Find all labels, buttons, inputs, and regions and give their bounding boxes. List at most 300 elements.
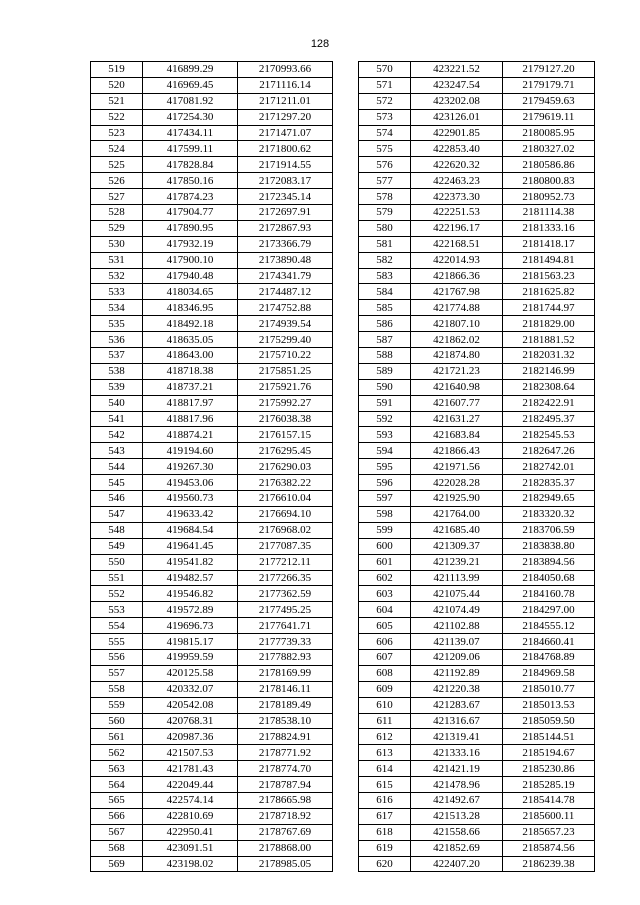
point-number-cell: 574 xyxy=(359,125,411,141)
x-coordinate-cell: 421220.38 xyxy=(411,681,503,697)
y-coordinate-cell: 2185010.77 xyxy=(503,681,595,697)
y-coordinate-cell: 2176295.45 xyxy=(238,443,333,459)
x-coordinate-cell: 418492.18 xyxy=(143,316,238,332)
point-number-cell: 558 xyxy=(91,681,143,697)
point-number-cell: 556 xyxy=(91,649,143,665)
table-row xyxy=(91,475,333,491)
point-number-cell: 561 xyxy=(91,729,143,745)
x-coordinate-cell: 421333.16 xyxy=(411,745,503,761)
y-coordinate-cell: 2170993.66 xyxy=(238,62,333,78)
point-number-cell: 529 xyxy=(91,220,143,236)
table-row xyxy=(91,538,333,554)
point-number-cell: 539 xyxy=(91,379,143,395)
y-coordinate-cell: 2178868.00 xyxy=(238,840,333,856)
table-row xyxy=(359,761,595,777)
point-number-cell: 523 xyxy=(91,125,143,141)
table-row xyxy=(91,443,333,459)
x-coordinate-cell: 418817.96 xyxy=(143,411,238,427)
y-coordinate-cell: 2177266.35 xyxy=(238,570,333,586)
point-number-cell: 542 xyxy=(91,427,143,443)
x-coordinate-cell: 419684.54 xyxy=(143,522,238,538)
x-coordinate-cell: 419572.89 xyxy=(143,602,238,618)
x-coordinate-cell: 419560.73 xyxy=(143,491,238,507)
point-number-cell: 531 xyxy=(91,252,143,268)
point-number-cell: 587 xyxy=(359,332,411,348)
y-coordinate-cell: 2181333.16 xyxy=(503,220,595,236)
point-number-cell: 572 xyxy=(359,93,411,109)
point-number-cell: 575 xyxy=(359,141,411,157)
x-coordinate-cell: 422407.20 xyxy=(411,856,503,872)
y-coordinate-cell: 2185194.67 xyxy=(503,745,595,761)
point-number-cell: 583 xyxy=(359,268,411,284)
point-number-cell: 618 xyxy=(359,824,411,840)
point-number-cell: 541 xyxy=(91,411,143,427)
y-coordinate-cell: 2174341.79 xyxy=(238,268,333,284)
point-number-cell: 560 xyxy=(91,713,143,729)
table-row xyxy=(91,268,333,284)
y-coordinate-cell: 2182545.53 xyxy=(503,427,595,443)
table-row xyxy=(91,713,333,729)
x-coordinate-cell: 421239.21 xyxy=(411,554,503,570)
y-coordinate-cell: 2171116.14 xyxy=(238,77,333,93)
x-coordinate-cell: 419482.57 xyxy=(143,570,238,586)
point-number-cell: 543 xyxy=(91,443,143,459)
x-coordinate-cell: 422810.69 xyxy=(143,808,238,824)
x-coordinate-cell: 423091.51 xyxy=(143,840,238,856)
point-number-cell: 532 xyxy=(91,268,143,284)
x-coordinate-cell: 421316.67 xyxy=(411,713,503,729)
x-coordinate-cell: 422251.53 xyxy=(411,205,503,221)
y-coordinate-cell: 2186239.38 xyxy=(503,856,595,872)
table-row xyxy=(359,220,595,236)
y-coordinate-cell: 2182835.37 xyxy=(503,475,595,491)
point-number-cell: 617 xyxy=(359,808,411,824)
table-row xyxy=(359,300,595,316)
table-row xyxy=(359,697,595,713)
x-coordinate-cell: 417434.11 xyxy=(143,125,238,141)
table-row xyxy=(91,602,333,618)
y-coordinate-cell: 2172345.14 xyxy=(238,189,333,205)
x-coordinate-cell: 417254.30 xyxy=(143,109,238,125)
point-number-cell: 534 xyxy=(91,300,143,316)
x-coordinate-cell: 421478.96 xyxy=(411,777,503,793)
point-number-cell: 578 xyxy=(359,189,411,205)
y-coordinate-cell: 2180085.95 xyxy=(503,125,595,141)
y-coordinate-cell: 2184555.12 xyxy=(503,618,595,634)
y-coordinate-cell: 2178787.94 xyxy=(238,777,333,793)
table-row xyxy=(359,586,595,602)
coordinate-table-right xyxy=(358,61,595,872)
table-row xyxy=(91,189,333,205)
x-coordinate-cell: 421874.80 xyxy=(411,348,503,364)
y-coordinate-cell: 2182949.65 xyxy=(503,491,595,507)
y-coordinate-cell: 2171211.01 xyxy=(238,93,333,109)
table-row xyxy=(91,824,333,840)
y-coordinate-cell: 2178767.69 xyxy=(238,824,333,840)
y-coordinate-cell: 2185013.53 xyxy=(503,697,595,713)
point-number-cell: 554 xyxy=(91,618,143,634)
x-coordinate-cell: 421492.67 xyxy=(411,792,503,808)
table-row xyxy=(359,713,595,729)
point-number-cell: 585 xyxy=(359,300,411,316)
point-number-cell: 576 xyxy=(359,157,411,173)
point-number-cell: 613 xyxy=(359,745,411,761)
table-row xyxy=(359,745,595,761)
x-coordinate-cell: 418635.05 xyxy=(143,332,238,348)
point-number-cell: 588 xyxy=(359,348,411,364)
table-row xyxy=(359,792,595,808)
point-number-cell: 610 xyxy=(359,697,411,713)
y-coordinate-cell: 2175299.40 xyxy=(238,332,333,348)
y-coordinate-cell: 2176694.10 xyxy=(238,506,333,522)
point-number-cell: 557 xyxy=(91,665,143,681)
x-coordinate-cell: 421925.90 xyxy=(411,491,503,507)
y-coordinate-cell: 2181829.00 xyxy=(503,316,595,332)
point-number-cell: 545 xyxy=(91,475,143,491)
table-row xyxy=(91,506,333,522)
y-coordinate-cell: 2183320.32 xyxy=(503,506,595,522)
x-coordinate-cell: 418874.21 xyxy=(143,427,238,443)
x-coordinate-cell: 422373.30 xyxy=(411,189,503,205)
x-coordinate-cell: 418737.21 xyxy=(143,379,238,395)
table-row xyxy=(91,745,333,761)
y-coordinate-cell: 2177212.11 xyxy=(238,554,333,570)
y-coordinate-cell: 2183894.56 xyxy=(503,554,595,570)
table-row xyxy=(91,363,333,379)
point-number-cell: 536 xyxy=(91,332,143,348)
x-coordinate-cell: 420987.36 xyxy=(143,729,238,745)
point-number-cell: 570 xyxy=(359,62,411,78)
y-coordinate-cell: 2185657.23 xyxy=(503,824,595,840)
point-number-cell: 566 xyxy=(91,808,143,824)
x-coordinate-cell: 419546.82 xyxy=(143,586,238,602)
y-coordinate-cell: 2177882.93 xyxy=(238,649,333,665)
x-coordinate-cell: 417932.19 xyxy=(143,236,238,252)
coordinate-table-left-body xyxy=(91,62,333,872)
table-row xyxy=(359,856,595,872)
point-number-cell: 520 xyxy=(91,77,143,93)
y-coordinate-cell: 2177739.33 xyxy=(238,634,333,650)
table-row xyxy=(359,808,595,824)
table-row xyxy=(359,475,595,491)
y-coordinate-cell: 2184050.68 xyxy=(503,570,595,586)
x-coordinate-cell: 422196.17 xyxy=(411,220,503,236)
x-coordinate-cell: 419541.82 xyxy=(143,554,238,570)
point-number-cell: 602 xyxy=(359,570,411,586)
y-coordinate-cell: 2176382.22 xyxy=(238,475,333,491)
point-number-cell: 527 xyxy=(91,189,143,205)
y-coordinate-cell: 2181114.38 xyxy=(503,205,595,221)
table-row xyxy=(91,840,333,856)
point-number-cell: 584 xyxy=(359,284,411,300)
x-coordinate-cell: 421075.44 xyxy=(411,586,503,602)
x-coordinate-cell: 420768.31 xyxy=(143,713,238,729)
point-number-cell: 608 xyxy=(359,665,411,681)
x-coordinate-cell: 421631.27 xyxy=(411,411,503,427)
point-number-cell: 571 xyxy=(359,77,411,93)
table-row xyxy=(91,93,333,109)
point-number-cell: 521 xyxy=(91,93,143,109)
table-row xyxy=(359,93,595,109)
table-row xyxy=(359,570,595,586)
table-row xyxy=(359,236,595,252)
x-coordinate-cell: 417940.48 xyxy=(143,268,238,284)
table-row xyxy=(359,443,595,459)
y-coordinate-cell: 2180586.86 xyxy=(503,157,595,173)
point-number-cell: 538 xyxy=(91,363,143,379)
x-coordinate-cell: 423202.08 xyxy=(411,93,503,109)
x-coordinate-cell: 419453.06 xyxy=(143,475,238,491)
table-row xyxy=(91,554,333,570)
x-coordinate-cell: 419633.42 xyxy=(143,506,238,522)
y-coordinate-cell: 2182495.37 xyxy=(503,411,595,427)
coordinate-table-right-body xyxy=(359,62,595,872)
table-row xyxy=(359,459,595,475)
table-row xyxy=(91,348,333,364)
y-coordinate-cell: 2181418.17 xyxy=(503,236,595,252)
y-coordinate-cell: 2178538.10 xyxy=(238,713,333,729)
y-coordinate-cell: 2171914.55 xyxy=(238,157,333,173)
y-coordinate-cell: 2183838.80 xyxy=(503,538,595,554)
point-number-cell: 564 xyxy=(91,777,143,793)
y-coordinate-cell: 2176610.04 xyxy=(238,491,333,507)
x-coordinate-cell: 420125.58 xyxy=(143,665,238,681)
y-coordinate-cell: 2180327.02 xyxy=(503,141,595,157)
y-coordinate-cell: 2177087.35 xyxy=(238,538,333,554)
table-row xyxy=(91,634,333,650)
x-coordinate-cell: 417850.16 xyxy=(143,173,238,189)
y-coordinate-cell: 2181494.81 xyxy=(503,252,595,268)
x-coordinate-cell: 421507.53 xyxy=(143,745,238,761)
table-row xyxy=(359,348,595,364)
point-number-cell: 607 xyxy=(359,649,411,665)
y-coordinate-cell: 2175921.76 xyxy=(238,379,333,395)
y-coordinate-cell: 2178169.99 xyxy=(238,665,333,681)
point-number-cell: 604 xyxy=(359,602,411,618)
table-row xyxy=(91,379,333,395)
point-number-cell: 547 xyxy=(91,506,143,522)
x-coordinate-cell: 423247.54 xyxy=(411,77,503,93)
y-coordinate-cell: 2184160.78 xyxy=(503,586,595,602)
x-coordinate-cell: 421774.88 xyxy=(411,300,503,316)
table-row xyxy=(91,729,333,745)
x-coordinate-cell: 422168.51 xyxy=(411,236,503,252)
point-number-cell: 562 xyxy=(91,745,143,761)
x-coordinate-cell: 422463.23 xyxy=(411,173,503,189)
x-coordinate-cell: 422028.28 xyxy=(411,475,503,491)
point-number-cell: 601 xyxy=(359,554,411,570)
x-coordinate-cell: 417904.77 xyxy=(143,205,238,221)
y-coordinate-cell: 2184768.89 xyxy=(503,649,595,665)
y-coordinate-cell: 2176290.03 xyxy=(238,459,333,475)
y-coordinate-cell: 2178665.98 xyxy=(238,792,333,808)
point-number-cell: 555 xyxy=(91,634,143,650)
point-number-cell: 559 xyxy=(91,697,143,713)
point-number-cell: 563 xyxy=(91,761,143,777)
point-number-cell: 549 xyxy=(91,538,143,554)
point-number-cell: 552 xyxy=(91,586,143,602)
y-coordinate-cell: 2177641.71 xyxy=(238,618,333,634)
y-coordinate-cell: 2185144.51 xyxy=(503,729,595,745)
point-number-cell: 611 xyxy=(359,713,411,729)
x-coordinate-cell: 421139.07 xyxy=(411,634,503,650)
x-coordinate-cell: 423198.02 xyxy=(143,856,238,872)
y-coordinate-cell: 2182031.32 xyxy=(503,348,595,364)
table-row xyxy=(91,570,333,586)
point-number-cell: 537 xyxy=(91,348,143,364)
table-row xyxy=(359,189,595,205)
table-row xyxy=(91,284,333,300)
x-coordinate-cell: 421283.67 xyxy=(411,697,503,713)
point-number-cell: 540 xyxy=(91,395,143,411)
x-coordinate-cell: 421862.02 xyxy=(411,332,503,348)
table-row xyxy=(359,840,595,856)
table-row xyxy=(359,109,595,125)
y-coordinate-cell: 2172697.91 xyxy=(238,205,333,221)
table-row xyxy=(91,125,333,141)
y-coordinate-cell: 2185874.56 xyxy=(503,840,595,856)
point-number-cell: 582 xyxy=(359,252,411,268)
point-number-cell: 612 xyxy=(359,729,411,745)
y-coordinate-cell: 2184297.00 xyxy=(503,602,595,618)
table-row xyxy=(359,554,595,570)
y-coordinate-cell: 2176038.38 xyxy=(238,411,333,427)
x-coordinate-cell: 421074.49 xyxy=(411,602,503,618)
point-number-cell: 546 xyxy=(91,491,143,507)
x-coordinate-cell: 421683.84 xyxy=(411,427,503,443)
y-coordinate-cell: 2176157.15 xyxy=(238,427,333,443)
x-coordinate-cell: 421781.43 xyxy=(143,761,238,777)
y-coordinate-cell: 2182422.91 xyxy=(503,395,595,411)
point-number-cell: 615 xyxy=(359,777,411,793)
table-row xyxy=(91,411,333,427)
table-row xyxy=(359,649,595,665)
point-number-cell: 535 xyxy=(91,316,143,332)
point-number-cell: 569 xyxy=(91,856,143,872)
table-row xyxy=(91,252,333,268)
x-coordinate-cell: 417900.10 xyxy=(143,252,238,268)
point-number-cell: 565 xyxy=(91,792,143,808)
table-row xyxy=(359,491,595,507)
y-coordinate-cell: 2182308.64 xyxy=(503,379,595,395)
table-row xyxy=(91,761,333,777)
x-coordinate-cell: 421852.69 xyxy=(411,840,503,856)
table-row xyxy=(359,268,595,284)
x-coordinate-cell: 417081.92 xyxy=(143,93,238,109)
table-row xyxy=(91,332,333,348)
x-coordinate-cell: 422620.32 xyxy=(411,157,503,173)
y-coordinate-cell: 2171800.62 xyxy=(238,141,333,157)
y-coordinate-cell: 2178771.92 xyxy=(238,745,333,761)
x-coordinate-cell: 418643.00 xyxy=(143,348,238,364)
x-coordinate-cell: 419641.45 xyxy=(143,538,238,554)
point-number-cell: 606 xyxy=(359,634,411,650)
table-row xyxy=(91,77,333,93)
table-row xyxy=(91,220,333,236)
y-coordinate-cell: 2173366.79 xyxy=(238,236,333,252)
table-row xyxy=(359,252,595,268)
table-row xyxy=(91,395,333,411)
table-row xyxy=(91,173,333,189)
y-coordinate-cell: 2175992.27 xyxy=(238,395,333,411)
table-row xyxy=(91,777,333,793)
y-coordinate-cell: 2182742.01 xyxy=(503,459,595,475)
x-coordinate-cell: 421513.28 xyxy=(411,808,503,824)
point-number-cell: 522 xyxy=(91,109,143,125)
table-row xyxy=(359,618,595,634)
x-coordinate-cell: 418718.38 xyxy=(143,363,238,379)
y-coordinate-cell: 2181744.97 xyxy=(503,300,595,316)
table-row xyxy=(359,173,595,189)
table-row xyxy=(91,62,333,78)
table-row xyxy=(359,363,595,379)
x-coordinate-cell: 422853.40 xyxy=(411,141,503,157)
point-number-cell: 519 xyxy=(91,62,143,78)
table-row xyxy=(91,157,333,173)
point-number-cell: 526 xyxy=(91,173,143,189)
x-coordinate-cell: 417599.11 xyxy=(143,141,238,157)
x-coordinate-cell: 423126.01 xyxy=(411,109,503,125)
point-number-cell: 603 xyxy=(359,586,411,602)
table-row xyxy=(359,395,595,411)
y-coordinate-cell: 2179459.63 xyxy=(503,93,595,109)
y-coordinate-cell: 2178189.49 xyxy=(238,697,333,713)
point-number-cell: 530 xyxy=(91,236,143,252)
x-coordinate-cell: 421558.66 xyxy=(411,824,503,840)
y-coordinate-cell: 2178774.70 xyxy=(238,761,333,777)
x-coordinate-cell: 418034.65 xyxy=(143,284,238,300)
point-number-cell: 580 xyxy=(359,220,411,236)
x-coordinate-cell: 421640.98 xyxy=(411,379,503,395)
x-coordinate-cell: 421421.19 xyxy=(411,761,503,777)
point-number-cell: 567 xyxy=(91,824,143,840)
y-coordinate-cell: 2179619.11 xyxy=(503,109,595,125)
y-coordinate-cell: 2181563.23 xyxy=(503,268,595,284)
point-number-cell: 590 xyxy=(359,379,411,395)
table-row xyxy=(359,777,595,793)
table-row xyxy=(359,411,595,427)
point-number-cell: 553 xyxy=(91,602,143,618)
page-number: 128 xyxy=(310,38,330,50)
point-number-cell: 616 xyxy=(359,792,411,808)
table-row xyxy=(91,459,333,475)
table-row xyxy=(359,332,595,348)
y-coordinate-cell: 2182146.99 xyxy=(503,363,595,379)
x-coordinate-cell: 420332.07 xyxy=(143,681,238,697)
y-coordinate-cell: 2175710.22 xyxy=(238,348,333,364)
y-coordinate-cell: 2183706.59 xyxy=(503,522,595,538)
y-coordinate-cell: 2175851.25 xyxy=(238,363,333,379)
table-row xyxy=(91,681,333,697)
table-row xyxy=(359,538,595,554)
x-coordinate-cell: 416899.29 xyxy=(143,62,238,78)
table-row xyxy=(359,665,595,681)
y-coordinate-cell: 2180800.83 xyxy=(503,173,595,189)
table-row xyxy=(91,109,333,125)
y-coordinate-cell: 2171297.20 xyxy=(238,109,333,125)
x-coordinate-cell: 421866.36 xyxy=(411,268,503,284)
table-row xyxy=(359,284,595,300)
y-coordinate-cell: 2177362.59 xyxy=(238,586,333,602)
x-coordinate-cell: 419815.17 xyxy=(143,634,238,650)
y-coordinate-cell: 2182647.26 xyxy=(503,443,595,459)
y-coordinate-cell: 2178824.91 xyxy=(238,729,333,745)
point-number-cell: 599 xyxy=(359,522,411,538)
table-row xyxy=(359,205,595,221)
y-coordinate-cell: 2174939.54 xyxy=(238,316,333,332)
x-coordinate-cell: 421113.99 xyxy=(411,570,503,586)
table-row xyxy=(359,427,595,443)
